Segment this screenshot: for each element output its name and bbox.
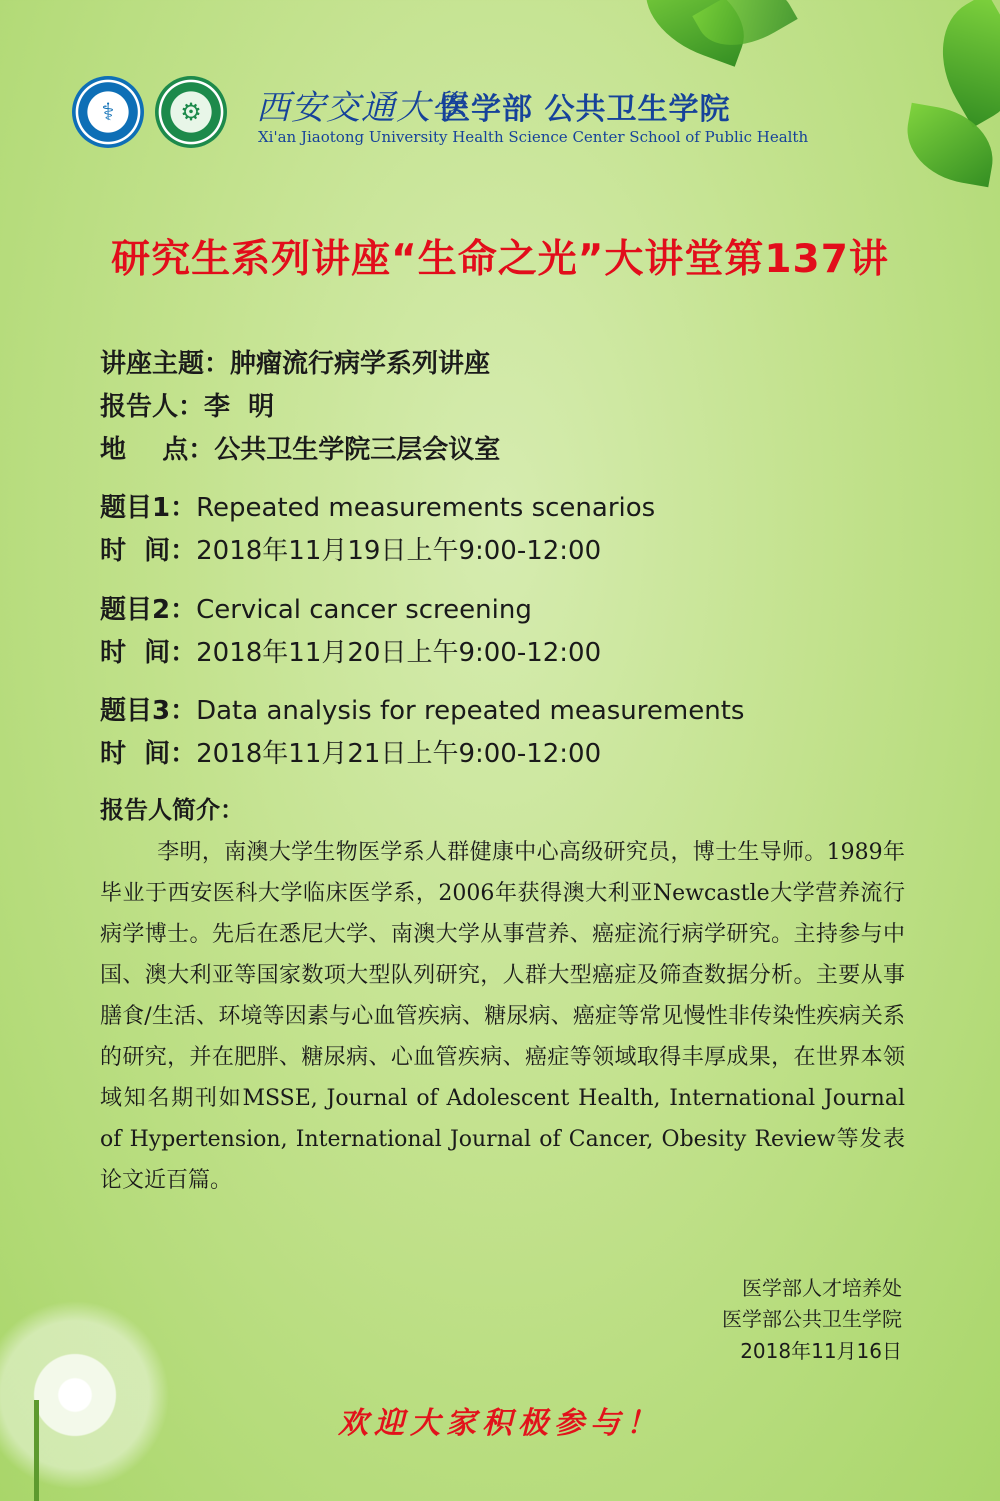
signature-date: 2018年11月16日	[740, 1339, 902, 1363]
signature-org-2: 医学部公共卫生学院	[722, 1307, 902, 1331]
speaker-value: 李 明	[204, 392, 275, 422]
session-label: 题目3：	[100, 696, 197, 726]
university-logo	[72, 76, 144, 148]
session-title: Repeated measurements scenarios	[196, 493, 656, 523]
session-3-title-line	[100, 690, 744, 727]
location-line	[100, 429, 500, 466]
session-time: 2018年11月21日上午9:00-12:00	[196, 739, 602, 769]
topic-value: 肿瘤流行病学系列讲座	[230, 349, 491, 379]
session-2-time-line	[100, 632, 601, 669]
session-label: 题目2：	[100, 595, 197, 625]
gear-icon: ⚙	[180, 98, 202, 126]
department-name-cn: 医学部 公共卫生学院	[440, 92, 731, 127]
school-logo	[155, 76, 227, 148]
dandelion-decoration	[0, 1300, 170, 1490]
location-label: 地 点：	[100, 435, 215, 465]
university-name-cn: 西安交通大學	[256, 88, 466, 128]
speaker-line	[100, 386, 274, 423]
page-title: 研究生系列讲座“生命之光”大讲堂第137讲	[111, 237, 889, 282]
topic-label: 讲座主题：	[100, 349, 231, 379]
university-name-en: Xi'an Jiaotong University Health Science Center School of Public Health	[258, 128, 809, 146]
session-time: 2018年11月19日上午9:00-12:00	[196, 536, 602, 566]
session-title: Data analysis for repeated measurements	[196, 696, 745, 726]
session-1-title-line	[100, 487, 655, 524]
time-label: 时 间：	[100, 739, 197, 769]
session-2-title-line	[100, 589, 532, 626]
session-time: 2018年11月20日上午9:00-12:00	[196, 638, 602, 668]
signature-org-1: 医学部人才培养处	[742, 1276, 902, 1300]
topic-line	[100, 343, 490, 380]
caduceus-icon: ⚕	[101, 98, 115, 126]
welcome-slogan: 欢迎大家积极参与！	[338, 1406, 662, 1441]
session-label: 题目1：	[100, 493, 197, 523]
session-title: Cervical cancer screening	[196, 595, 532, 625]
speaker-label: 报告人：	[100, 392, 205, 422]
bio-heading: 报告人简介：	[100, 796, 244, 824]
time-label: 时 间：	[100, 638, 197, 668]
session-1-time-line	[100, 530, 601, 567]
time-label: 时 间：	[100, 536, 197, 566]
location-value: 公共卫生学院三层会议室	[214, 435, 501, 465]
bio-paragraph: 李明，南澳大学生物医学系人群健康中心高级研究员，博士生导师。1989年毕业于西安医科大学临床医学系，2006年获得澳大利亚Newcastle大学营养流行病学博士。先后在悉尼大学、南澳大学从事营养、癌症流行病学研究。主持参与中国、澳大利亚等国家数项大型队列研究，人群大型癌症及筛查数据分析。主要从事膳食/生活、环境等因素与心血管疾病、糖尿病、癌症等常见慢性非传染性疾病关系的研究，并在肥胖、糖尿病、心血管疾病、癌症等领域取得丰厚成果，在世界本领域知名期刊如MSSE, Journal of Adolescent Health, International Journal of Hypertension, International Journal of Cancer, Obesity Review等发表论文近百篇。	[100, 840, 905, 1193]
session-3-time-line	[100, 733, 601, 770]
